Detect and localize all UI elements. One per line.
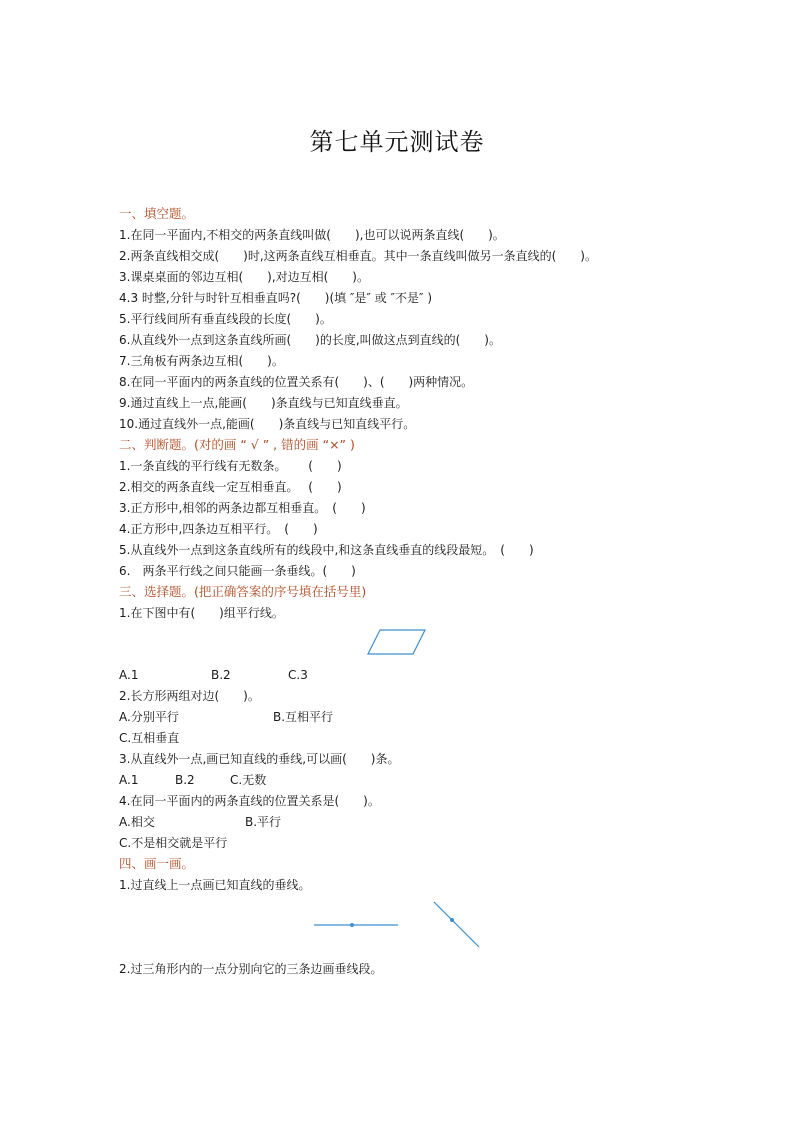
question-item: 7.三角板有两条边互相( )。	[119, 354, 284, 368]
options-row	[119, 667, 308, 683]
parallelogram-figure	[366, 628, 428, 656]
options-row	[119, 709, 333, 725]
point-on-line	[350, 923, 354, 927]
question-item: 8.在同一平面内的两条直线的位置关系有( )、( )两种情况。	[119, 375, 474, 389]
question-item: 1.过直线上一点画已知直线的垂线。	[119, 878, 311, 892]
option-a: A.分别平行	[119, 710, 179, 724]
point-on-line	[450, 918, 454, 922]
question-item: 2.相交的两条直线一定互相垂直。 ( )	[119, 480, 342, 494]
option-a: A.1	[119, 668, 139, 682]
section-heading-true-false: 二、判断题。(对的画 “ √ ” , 错的画 “×” )	[119, 437, 355, 452]
option-b: B.互相平行	[273, 710, 334, 724]
section-heading-drawing: 四、画一画。	[119, 856, 195, 871]
question-item: 2.两条直线相交成( )时,这两条直线互相垂直。其中一条直线叫做另一条直线的( )。	[119, 249, 597, 263]
question-item: 4.3 时整,分针与时针互相垂直吗?( )(填 ″是″ 或 ″不是″ )	[119, 291, 432, 305]
option-c: C.互相垂直	[119, 731, 180, 745]
question-item: 10.通过直线外一点,能画( )条直线与已知直线平行。	[119, 417, 416, 431]
section-heading-multiple-choice: 三、选择题。(把正确答案的序号填在括号里)	[119, 584, 367, 599]
question-item: 6. 两条平行线之间只能画一条垂线。( )	[119, 564, 356, 578]
question-stem: 2.长方形两组对边( )。	[119, 689, 260, 703]
question-item: 3.课桌桌面的邻边互相( ),对边互相( )。	[119, 270, 369, 284]
question-item: 4.正方形中,四条边互相平行。 ( )	[119, 522, 318, 536]
question-item: 5.从直线外一点到这条直线所有的线段中,和这条直线垂直的线段最短。 ( )	[119, 543, 534, 557]
line-with-point-figure-1	[312, 918, 402, 932]
page-title: 第七单元测试卷	[309, 128, 485, 156]
option-b: B.2	[211, 668, 231, 682]
question-item: 1.一条直线的平行线有无数条。 ( )	[119, 459, 342, 473]
option-c: C.3	[288, 668, 308, 682]
option-a: A.1	[119, 773, 139, 787]
question-item: 9.通过直线上一点,能画( )条直线与已知直线垂直。	[119, 396, 408, 410]
option-c: C.无数	[230, 773, 267, 787]
option-b: B.2	[175, 773, 195, 787]
line-with-point-figure-2	[430, 898, 484, 952]
given-line-diagonal	[434, 902, 479, 947]
section-heading-fill-blank: 一、填空题。	[119, 206, 195, 221]
question-item: 1.在同一平面内,不相交的两条直线叫做( ),也可以说两条直线( )。	[119, 228, 505, 242]
question-item: 6.从直线外一点到这条直线所画( )的长度,叫做这点到直线的( )。	[119, 333, 501, 347]
option-a: A.相交	[119, 815, 155, 829]
option-c: C.不是相交就是平行	[119, 836, 228, 850]
question-stem: 1.在下图中有( )组平行线。	[119, 606, 284, 620]
question-item: 5.平行线间所有垂直线段的长度( )。	[119, 312, 332, 326]
question-stem: 3.从直线外一点,画已知直线的垂线,可以画( )条。	[119, 752, 400, 766]
parallelogram-shape	[368, 630, 425, 654]
options-row	[119, 772, 266, 788]
option-b: B.平行	[245, 815, 282, 829]
options-row	[119, 814, 281, 830]
question-item: 3.正方形中,相邻的两条边都互相垂直。 ( )	[119, 501, 366, 515]
question-stem: 4.在同一平面内的两条直线的位置关系是( )。	[119, 794, 380, 808]
question-item: 2.过三角形内的一点分别向它的三条边画垂线段。	[119, 962, 383, 976]
